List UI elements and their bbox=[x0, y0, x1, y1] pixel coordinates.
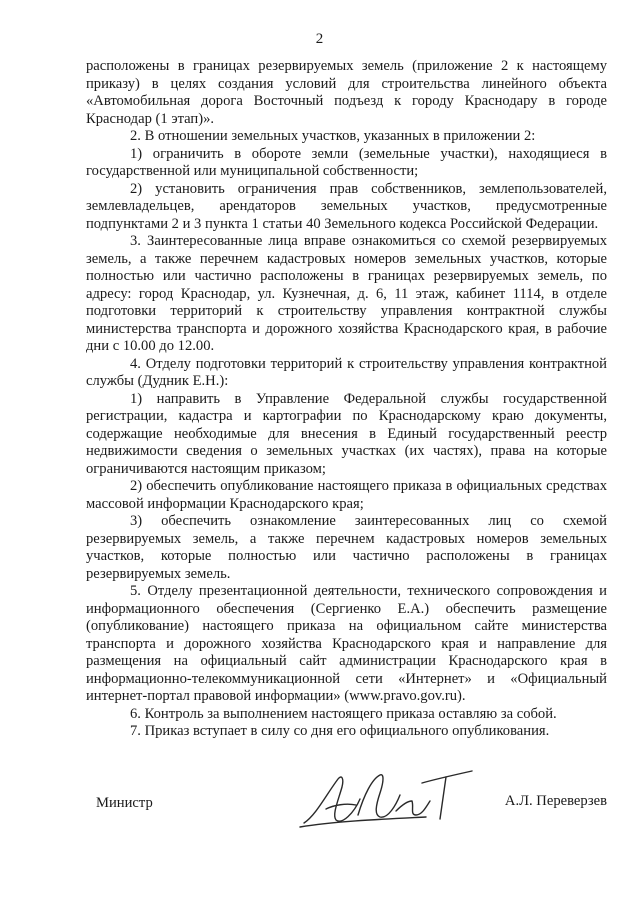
paragraph-6: 4. Отделу подготовки территорий к строительству управления контрактной службы (Дудник Е.Н.): bbox=[86, 355, 607, 389]
signatory-title: Министр bbox=[96, 795, 153, 811]
paragraph-1: расположены в границах резервируемых земель (приложение 2 к настоящему приказу) в целях создания условий для строительства линейного объекта «Автомобильная дорога Восточный подъезд к городу Краснодару в городе Краснодар (1 этап)». bbox=[86, 58, 607, 127]
paragraph-9: 3) обеспечить ознакомление заинтересованных лиц со схемой резервируемых земель, а также перечнем кадастровых номеров земельных участков, которые полностью или частично расположены в границах резервируемых земель. bbox=[86, 513, 607, 582]
handwritten-signature bbox=[296, 765, 476, 835]
document-body bbox=[86, 58, 607, 741]
signature-block bbox=[86, 765, 607, 845]
paragraph-11: 6. Контроль за выполнением настоящего приказа оставляю за собой. bbox=[130, 705, 557, 722]
paragraph-12: 7. Приказ вступает в силу со дня его официального опубликования. bbox=[130, 723, 550, 739]
paragraph-4: 2) установить ограничения прав собственников, землепользователей, землевладельцев, арендаторов земельных участков, предусмотренные подпунктами 2 и 3 пункта 1 статьи 40 Земельного кодекса Российской Федерации. bbox=[86, 180, 607, 232]
paragraph-10: 5. Отделу презентационной деятельности, технического сопровождения и информационного обеспечения (Сергиенко Е.А.) обеспечить размещение (опубликование) настоящего приказа на официальном сайте министерства транспорта и дорожного хозяйства Краснодарского края и направление для размещения на официальный сайт администрации Краснодарского края в информационно-телекоммуникационной сети «Интернет» и «Официальный интернет-портал правовой информации» (www.pravo.gov.ru). bbox=[86, 583, 607, 704]
paragraph-2: 2. В отношении земельных участков, указанных в приложении 2: bbox=[130, 128, 536, 144]
signatory-name: А.Л. Переверзев bbox=[504, 793, 607, 809]
paragraph-7: 1) направить в Управление Федеральной службы государственной регистрации, кадастра и картографии по Краснодарскому краю документы, содержащие необходимые для внесения в Единый государственный реестр недвижимости сведения о земельных участках (их частях), права на которые ограничиваются настоящим приказом; bbox=[86, 390, 607, 477]
paragraph-5: 3. Заинтересованные лица вправе ознакомиться со схемой резервируемых земель, а также перечнем кадастровых номеров земельных участков, которые полностью или частично расположены в границах резервируемых земель, по адресу: город Краснодар, ул. Кузнечная, д. 6, 11 этаж, кабинет 1114, в отделе подготовки территорий к строительству управления контрактной службы министерства транспорта и дорожного хозяйства Краснодарского края, в рабочие дни с 10.00 до 12.00. bbox=[86, 233, 607, 354]
paragraph-8: 2) обеспечить опубликование настоящего приказа в официальных средствах массовой информации Краснодарского края; bbox=[86, 478, 607, 512]
page-number: 2 bbox=[315, 31, 324, 47]
paragraph-3: 1) ограничить в обороте земли (земельные участки), находящиеся в государственной или муниципальной собственности; bbox=[86, 145, 607, 179]
